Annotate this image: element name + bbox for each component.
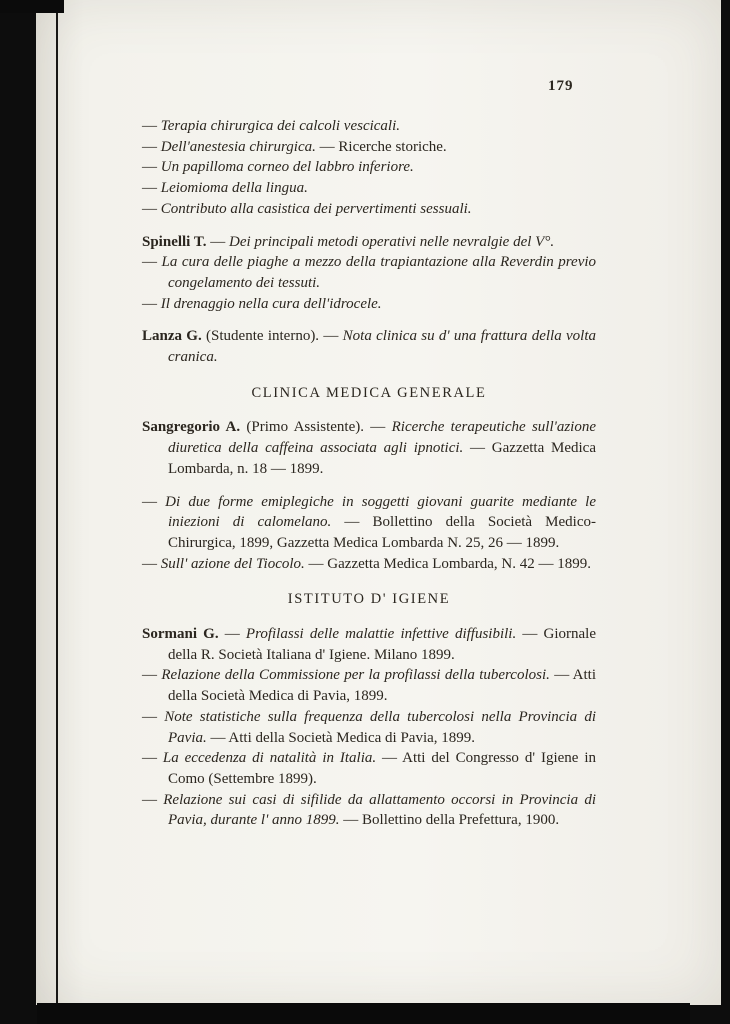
entry-text: — [142,295,161,312]
entry-text: — Atti del Congresso d' Igiene in Como (Settembre 1899). [168,750,596,787]
entry-title: Note statistiche sulla frequenza della tubercolosi nella Provincia di Pavia. [164,708,596,746]
entry-title: Leiomioma della lingua. [160,180,308,197]
entry-title: Un papilloma corneo del labbro inferiore. [160,159,414,176]
entry-text: — [218,626,246,643]
entry-text: — Bollettino della Società Medico-Chirurgica, 1899, Gazzetta Medica Lombarda N. 25, 26 — 1899. [168,514,596,551]
bibliography-entry [142,116,596,137]
entry-title: La eccedenza di natalità in Italia. [162,750,377,767]
entry-text: — [142,118,161,134]
bibliography-entry [142,748,596,789]
entry-title: Terapia chirurgica dei calcoli vescicali. [160,118,401,134]
bibliography-entry [142,624,596,665]
entry-text: — [142,138,161,155]
page-number: 179 [548,78,574,94]
bibliography-entry [142,492,596,554]
entry-text: — Atti della Società Medica di Pavia, 1899. [206,729,476,746]
entry-author: Spinelli T. [142,233,207,250]
entry-text: — [142,791,164,808]
entry-title: Profilassi delle malattie infettive diffusibili. [245,626,517,643]
entry-text: — Bollettino della Prefettura, 1900. [339,812,560,829]
entry-group [142,326,596,367]
entry-text: — [142,180,161,197]
entry-group [142,417,596,479]
page [36,0,721,1005]
entry-text: — [142,200,161,217]
entry-text: — [142,708,165,725]
bibliography-entry [142,707,596,748]
bibliography-entry [142,294,596,315]
entry-title: Di due forme emiplegiche in soggetti giovani guarite mediante le iniezioni di calomelano. [165,493,597,531]
entry-group [142,624,596,831]
bibliography-entry [142,178,596,199]
entry-text: — [142,667,162,684]
section-heading: CLINICA MEDICA GENERALE [251,384,487,401]
entry-group [142,492,596,575]
entry-title: Il drenaggio nella cura dell'idrocele. [160,295,382,312]
entry-title: Dei principali metodi operativi nelle nevralgie del V°. [228,233,555,250]
entry-text: — [142,750,163,767]
bibliography-entry [142,157,596,178]
entry-text: (Studente interno). — [201,328,343,345]
entry-title: Relazione sui casi di sifilide da allattamento occorsi in Provincia di Pavia, durante l' anno 1899. [163,791,597,829]
section-heading: ISTITUTO D' IGIENE [287,591,451,608]
entry-text: — Giornale della R. Società Italiana d' Igiene. Milano 1899. [168,626,596,663]
entry-text: — [142,254,162,271]
entry-title: Nota clinica su d' una frattura della volta cranica. [168,328,596,366]
entry-title: Relazione della Commissione per la profilassi della tubercolosi. [161,667,550,684]
bibliography-entry [142,665,596,706]
entry-title: Sull' azione del Tiocolo. [160,555,305,572]
bibliography-entry [142,199,596,220]
bibliography-entry [142,252,596,293]
entry-author: Sormani G. [142,626,219,643]
bibliography [142,116,596,843]
entry-text: — [206,233,229,250]
entry-text: — [142,159,161,176]
entry-group [142,232,596,315]
entry-text: — [142,493,166,510]
bibliography-entry [142,554,596,575]
entry-title: Dell'anestesia chirurgica. [160,138,316,155]
entry-author: Sangregorio A. [142,419,241,436]
entry-title: Contributo alla casistica dei pervertimenti sessuali. [160,200,472,217]
entry-text: — Atti della Società Medica di Pavia, 1899. [168,667,597,705]
bibliography-entry [142,417,596,479]
entry-text: (Primo Assistente). — [240,419,392,436]
scan-artifact-top-left [0,0,64,13]
scan-gutter-line [56,0,58,1006]
scan-artifact-bottom [37,1003,690,1024]
entry-text: — [142,555,161,572]
entry-text: — Ricerche storiche. [315,138,447,155]
entry-text: — Gazzetta Medica Lombarda, n. 18 — 1899. [168,440,596,477]
entry-title: La cura delle piaghe a mezzo della trapiantazione alla Reverdin previo congelamento dei tessuti. [161,254,597,291]
entry-title: Ricerche terapeutiche sull'azione diuretica della caffeina associata agli ipnotici. [168,419,597,457]
entry-group [142,116,596,220]
entry-author: Lanza G. [142,328,202,345]
bibliography-entry [142,790,596,831]
entry-text: — Gazzetta Medica Lombarda, N. 42 — 1899. [304,555,591,572]
bibliography-entry [142,137,596,158]
bibliography-entry [142,326,596,367]
bibliography-entry [142,232,596,253]
